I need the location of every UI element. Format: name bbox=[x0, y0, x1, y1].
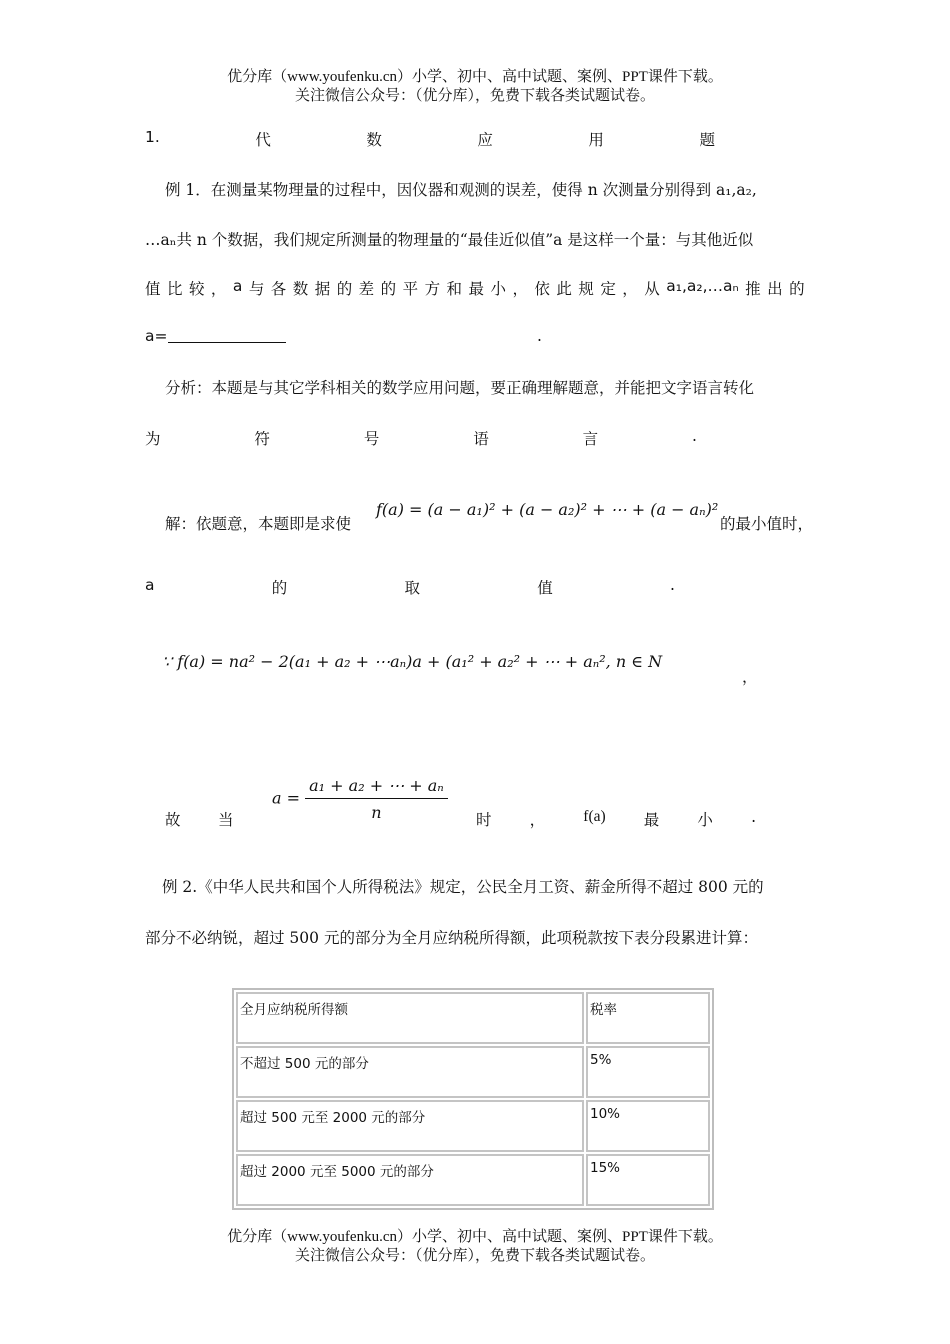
example1-token: 推 bbox=[745, 280, 761, 298]
formula-1: f(a) = (a − a₁)² + (a − a₂)² + ⋯ + (a − aₙ)² bbox=[376, 500, 719, 519]
table-cell: 超过 2000 元至 5000 元的部分 bbox=[236, 1154, 584, 1206]
table-cell: 超过 500 元至 2000 元的部分 bbox=[236, 1100, 584, 1152]
conclusion-token: 故 bbox=[165, 811, 181, 829]
tax-table bbox=[232, 988, 714, 1210]
example1-token: 小 bbox=[490, 280, 506, 298]
section-title-char: 应 bbox=[477, 131, 493, 149]
conclusion-tail-token: . bbox=[751, 808, 756, 826]
analysis-line-1: 分析：本题是与其它学科相关的数学应用问题，要正确理解题意，并能把文字语言转化 bbox=[165, 379, 755, 397]
example1-token: 差 bbox=[358, 280, 375, 298]
example1-token: 从 bbox=[644, 280, 660, 298]
conclusion-tail-token: 小 bbox=[697, 811, 713, 829]
example1-token: 方 bbox=[424, 280, 441, 298]
example1-token: a₁,a₂,…aₙ bbox=[666, 277, 739, 295]
conclusion-tail-token: 最 bbox=[643, 811, 660, 829]
conclusion-tail-token: 时 bbox=[476, 811, 492, 829]
section-title-char: 数 bbox=[366, 131, 382, 149]
tax-table-wrapper bbox=[232, 988, 714, 1210]
conclusion-tail-token: f(a) bbox=[583, 808, 606, 825]
analysis-line-2 bbox=[145, 427, 697, 449]
section-number: 1. bbox=[145, 128, 160, 146]
example1-token: ， bbox=[622, 280, 638, 298]
solution-suffix: 的最小值时， bbox=[720, 515, 814, 533]
conclusion-token: 当 bbox=[218, 811, 234, 829]
fraction bbox=[305, 776, 448, 822]
solution-token: a bbox=[145, 576, 155, 594]
example1-line-3 bbox=[145, 277, 805, 299]
table-row bbox=[236, 1100, 710, 1152]
example1-token: 此 bbox=[556, 280, 572, 298]
example1-token: 规 bbox=[578, 280, 594, 298]
answer-blank[interactable] bbox=[168, 328, 286, 343]
footer-line-1: 优分库（www.youfenku.cn）小学、初中、高中试题、案例、PPT课件下载。 bbox=[227, 1229, 723, 1245]
fraction-formula bbox=[272, 776, 448, 822]
fraction-numerator: a₁ + a₂ + ⋯ + aₙ bbox=[305, 776, 448, 799]
example1-token: 值 bbox=[145, 280, 161, 298]
example1-token: 据 bbox=[314, 280, 331, 298]
example1-token: a bbox=[232, 277, 243, 295]
section-title bbox=[145, 128, 715, 150]
table-header-row bbox=[236, 992, 710, 1044]
example2-line-1: 例 2.《中华人民共和国个人所得税法》规定，公民全月工资、薪金所得不超过 800 元的 bbox=[162, 878, 764, 896]
example1-token: 依 bbox=[534, 280, 550, 298]
table-cell: 5% bbox=[586, 1046, 710, 1098]
footer-line-2: 关注微信公众号：（优分库），免费下载各类试题试卷。 bbox=[294, 1248, 655, 1264]
table-row bbox=[236, 1046, 710, 1098]
example1-token: 出 bbox=[767, 280, 783, 298]
example2-line-2: 部分不必纳锐，超过 500 元的部分为全月应纳税所得额，此项税款按下表分段累进计算： bbox=[145, 929, 758, 947]
example1-token: 较 bbox=[188, 280, 205, 298]
example1-line-2: …aₙ共 n 个数据，我们规定所测量的物理量的“最佳近似值”a 是这样一个量：与其他近似 bbox=[145, 231, 754, 249]
answer-line bbox=[145, 327, 286, 345]
analysis-token: . bbox=[692, 427, 697, 445]
example1-token: 与 bbox=[248, 280, 265, 298]
solution-line-2 bbox=[145, 576, 675, 598]
example1-token: 的 bbox=[789, 280, 805, 298]
example1-token: 各 bbox=[270, 280, 287, 298]
section-title-char: 题 bbox=[699, 131, 715, 149]
section-title-char: 用 bbox=[588, 131, 604, 149]
example1-token: 平 bbox=[402, 280, 419, 298]
example1-token: 定 bbox=[600, 280, 616, 298]
table-header-cell: 税率 bbox=[586, 992, 710, 1044]
example1-token: 最 bbox=[468, 280, 485, 298]
answer-prefix: a= bbox=[145, 327, 168, 345]
analysis-token: 号 bbox=[363, 430, 380, 448]
example1-token: 的 bbox=[336, 280, 353, 298]
analysis-token: 符 bbox=[254, 430, 270, 448]
solution-token: 值 bbox=[537, 579, 553, 597]
solution-token: 取 bbox=[404, 579, 421, 597]
example1-token: 和 bbox=[446, 280, 463, 298]
answer-end: . bbox=[537, 327, 542, 345]
fraction-denominator: n bbox=[371, 803, 382, 822]
solution-prefix: 解：依题意，本题即是求使 bbox=[165, 515, 352, 533]
example1-token: 的 bbox=[380, 280, 397, 298]
solution-token: . bbox=[670, 576, 675, 594]
example1-token: ， bbox=[210, 280, 227, 298]
table-header-cell: 全月应纳税所得额 bbox=[236, 992, 584, 1044]
table-cell: 不超过 500 元的部分 bbox=[236, 1046, 584, 1098]
analysis-token: 言 bbox=[582, 430, 599, 448]
example1-token: 比 bbox=[166, 280, 183, 298]
conclusion-tail-token: ， bbox=[529, 811, 546, 829]
conclusion-tail bbox=[476, 808, 756, 830]
example1-line-1: 例 1．在测量某物理量的过程中，因仪器和观测的误差，使得 n 次测量分别得到 a₁,a₂, bbox=[165, 181, 757, 199]
formula-2: ∵ f(a) = na² − 2(a₁ + a₂ + ⋯aₙ)a + (a₁² + a₂² + ⋯ + aₙ², n ∈ N bbox=[162, 652, 663, 671]
example1-token: 数 bbox=[292, 280, 309, 298]
table-row bbox=[236, 1154, 710, 1206]
formula-2-comma: ， bbox=[742, 668, 758, 686]
table-cell: 15% bbox=[586, 1154, 710, 1206]
solution-token: 的 bbox=[271, 579, 288, 597]
header-line-2: 关注微信公众号：（优分库），免费下载各类试题试卷。 bbox=[294, 88, 655, 104]
analysis-token: 语 bbox=[473, 430, 489, 448]
header-line-1: 优分库（www.youfenku.cn）小学、初中、高中试题、案例、PPT课件下载。 bbox=[227, 69, 723, 85]
example1-token: ， bbox=[512, 280, 528, 298]
analysis-token: 为 bbox=[145, 430, 161, 448]
section-title-char: 代 bbox=[255, 131, 271, 149]
table-cell: 10% bbox=[586, 1100, 710, 1152]
fraction-lhs: a = bbox=[272, 788, 301, 808]
